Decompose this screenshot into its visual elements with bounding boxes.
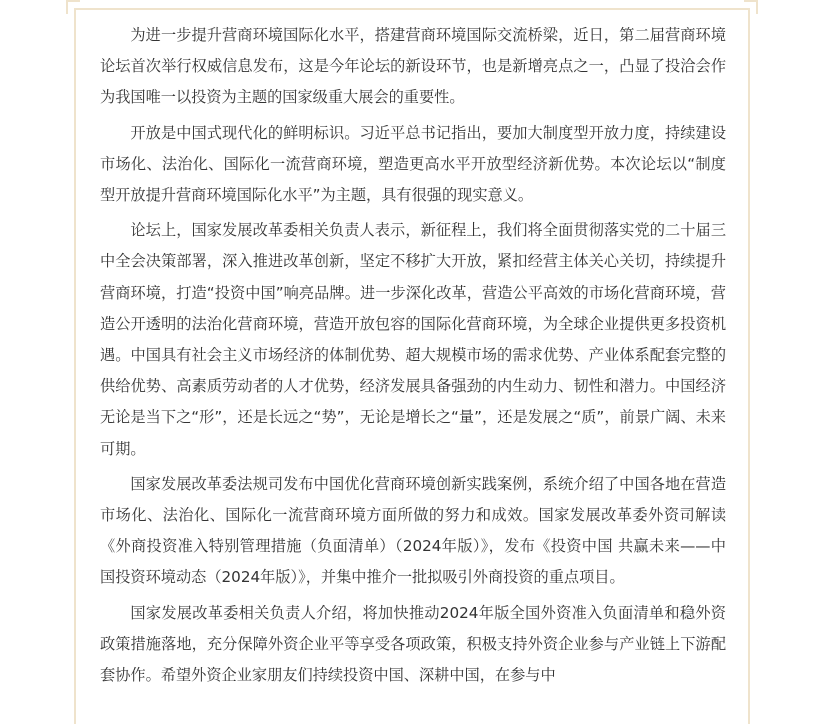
article-paragraph-5: 国家发展改革委相关负责人介绍，将加快推动2024年版全国外资准入负面清单和稳外资政策措施落地，充分保障外资企业平等享受各项政策，积极支持外资企业参与产业链上下游配套协作。希望外资企业家朋友们持续投资中国、深耕中国，在参与中 (100, 603, 726, 685)
article-paragraph-1: 为进一步提升营商环境国际化水平，搭建营商环境国际交流桥梁，近日，第二届营商环境论坛首次举行权威信息发布，这是今年论坛的新设环节，也是新增亮点之一，凸显了投洽会作为我国唯一以投资为主题的国家级重大展会的重要性。 (100, 26, 726, 107)
article-body (100, 20, 726, 695)
article-paragraph-2: 开放是中国式现代化的鲜明标识。习近平总书记指出，要加大制度型开放力度，持续建设市场化、法治化、国际化一流营商环境，塑造更高水平开放型经济新优势。本次论坛以“制度型开放提升营商环境国际化水平”为主题，具有很强的现实意义。 (100, 123, 726, 205)
article-paragraph-3: 论坛上，国家发展改革委相关负责人表示，新征程上，我们将全面贯彻落实党的二十届三中全会决策部署，深入推进改革创新，坚定不移扩大开放，紧扣经营主体关心关切，持续提升营商环境，打造“投资中国”响亮品牌。进一步深化改革，营造公平高效的市场化营商环境，营造公开透明的法治化营商环境，营造开放包容的国际化营商环境，为全球企业提供更多投资机遇。中国具有社会主义市场经济的体制优势、超大规模市场的需求优势、产业体系配套完整的供给优势、高素质劳动者的人才优势，经济发展具备强劲的内生动力、韧性和潜力。中国经济无论是当下之“形”，还是长远之“势”，无论是增长之“量”，还是发展之“质”，前景广阔、未来可期。 (100, 221, 726, 458)
article-paragraph-4: 国家发展改革委法规司发布中国优化营商环境创新实践案例，系统介绍了中国各地在营造市场化、法治化、国际化一流营商环境方面所做的努力和成效。国家发展改革委外资司解读《外商投资准入特别管理措施（负面清单）（2024年版）》，发布《投资中国 共赢未来——中国投资环境动态（2024年版）》，并集中推介一批拟吸引外商投资的重点项目。 (100, 474, 726, 587)
